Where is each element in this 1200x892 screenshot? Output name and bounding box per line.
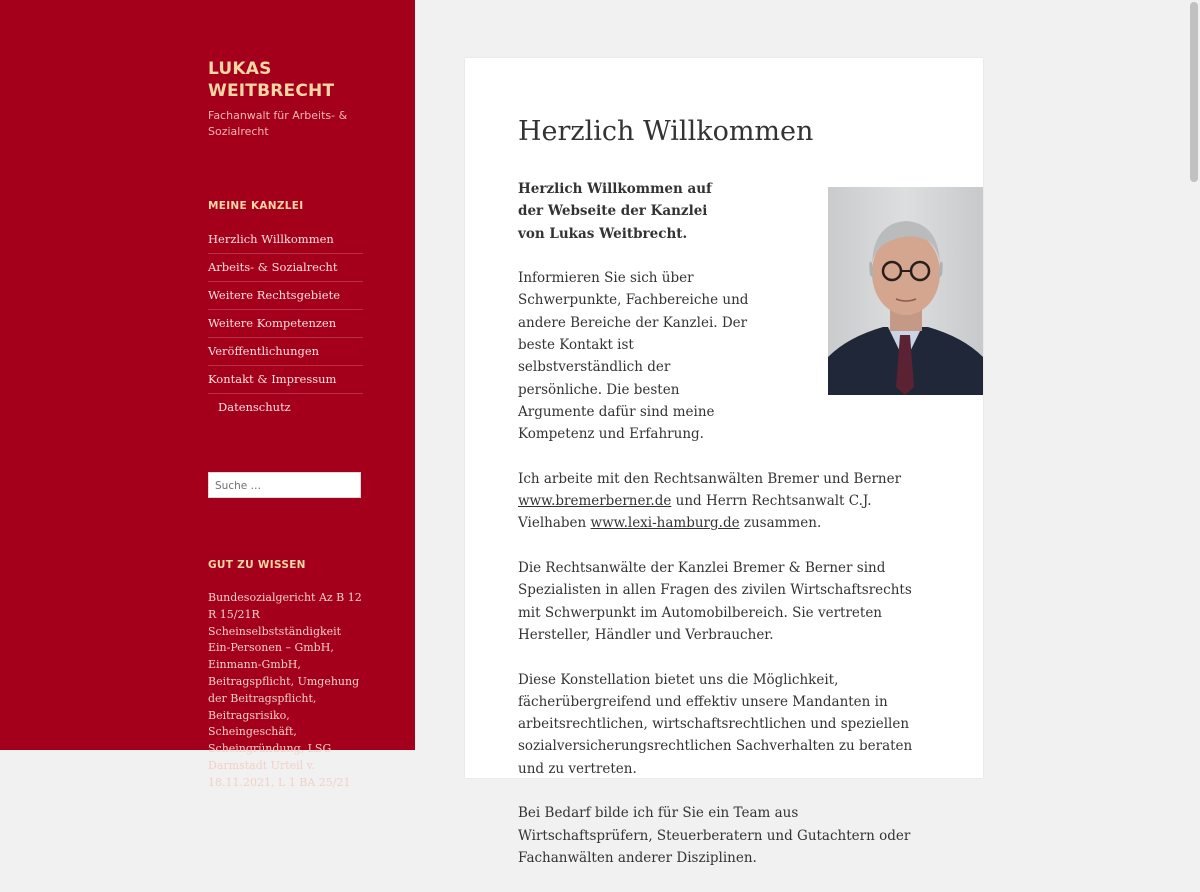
nav-item-kontakt-impressum[interactable]: Kontakt & Impressum (208, 366, 363, 394)
site-description: Fachanwalt für Arbeits- & Sozialrecht (208, 109, 348, 138)
nav-heading: MEINE KANZLEI (208, 200, 304, 212)
sidebar (0, 0, 415, 789)
content-card (465, 58, 983, 866)
paragraph-2-text-b: und Herrn Rechtsanwalt C.J. Vielhaben (518, 493, 872, 532)
paragraph-5: Bei Bedarf bilde ich für Sie ein Team aus Wirtschaftsprüfern, Steuerberatern und Gutachtern oder Fachanwälten anderer Disziplinen. (518, 805, 911, 866)
intro-text: Herzlich Willkommen auf der Webseite der Kanzlei von Lukas Weitbrecht. (518, 181, 712, 242)
nav-item-arbeits-sozialrecht[interactable]: Arbeits- & Sozialrecht (208, 254, 363, 282)
search-input[interactable]: Suche … (208, 472, 361, 498)
nav-item-datenschutz[interactable]: Datenschutz (218, 400, 291, 414)
info-text: Bundesozialgericht Az B 12 R 15/21R Scheinselbstständigkeit Ein-Personen – GmbH, Einmann-GmbH, Beitragspflicht, Umgehung der Beitragspflicht, Beitragsrisiko, Scheingeschäft, Scheingründung, LSG Darmstadt Urteil v. 18.11.2021, L 1 BA 25/21 (208, 591, 362, 789)
paragraph-3: Die Rechtsanwälte der Kanzlei Bremer & Berner sind Spezialisten in allen Fragen des zivilen Wirtschaftsrechts mit Schwerpunkt im Automobilbereich. Sie vertreten Hersteller, Händler und Verbraucher. (518, 560, 912, 643)
nav-item-veroeffentlichungen[interactable]: Veröffentlichungen (208, 338, 363, 366)
paragraph-2-text-c: zusammen. (743, 515, 822, 532)
info-heading: GUT ZU WISSEN (208, 559, 306, 571)
link-lexi-hamburg[interactable]: www.lexi-hamburg.de (590, 515, 740, 532)
nav-item-weitere-rechtsgebiete[interactable]: Weitere Rechtsgebiete (208, 282, 363, 310)
link-bremerberner[interactable]: www.bremerberner.de (518, 493, 672, 510)
page-title: Herzlich Willkommen (518, 116, 814, 147)
main-navigation (208, 226, 363, 421)
paragraph-2 (518, 468, 932, 535)
paragraph-2-text-a: Ich arbeite mit den Rechtsanwälten Bremer und Berner (518, 470, 902, 487)
site-title[interactable]: LUKAS WEITBRECHT (208, 59, 335, 101)
nav-item-herzlich-willkommen[interactable]: Herzlich Willkommen (208, 226, 363, 254)
nav-item-weitere-kompetenzen[interactable]: Weitere Kompetenzen (208, 310, 363, 338)
scrollbar-thumb[interactable] (1190, 2, 1198, 182)
paragraph-4: Diese Konstellation bietet uns die Möglichkeit, fächerübergreifend und effektiv unsere Mandanten in arbeitsrechtlichen, wirtschaftsrechtlichen und speziellen sozialversicherungsrechtlichen Sachverhalten zu beraten und zu vertreten. (518, 671, 913, 777)
paragraph-1: Informieren Sie sich über Schwerpunkte, Fachbereiche und andere Bereiche der Kanzlei. Der beste Kontakt ist selbstverständlich der persönliche. Die besten Argumente dafür sind meine Kompetenz und Erfahrung. (518, 270, 749, 443)
scrollbar[interactable] (1188, 0, 1200, 750)
article-body (518, 178, 932, 892)
